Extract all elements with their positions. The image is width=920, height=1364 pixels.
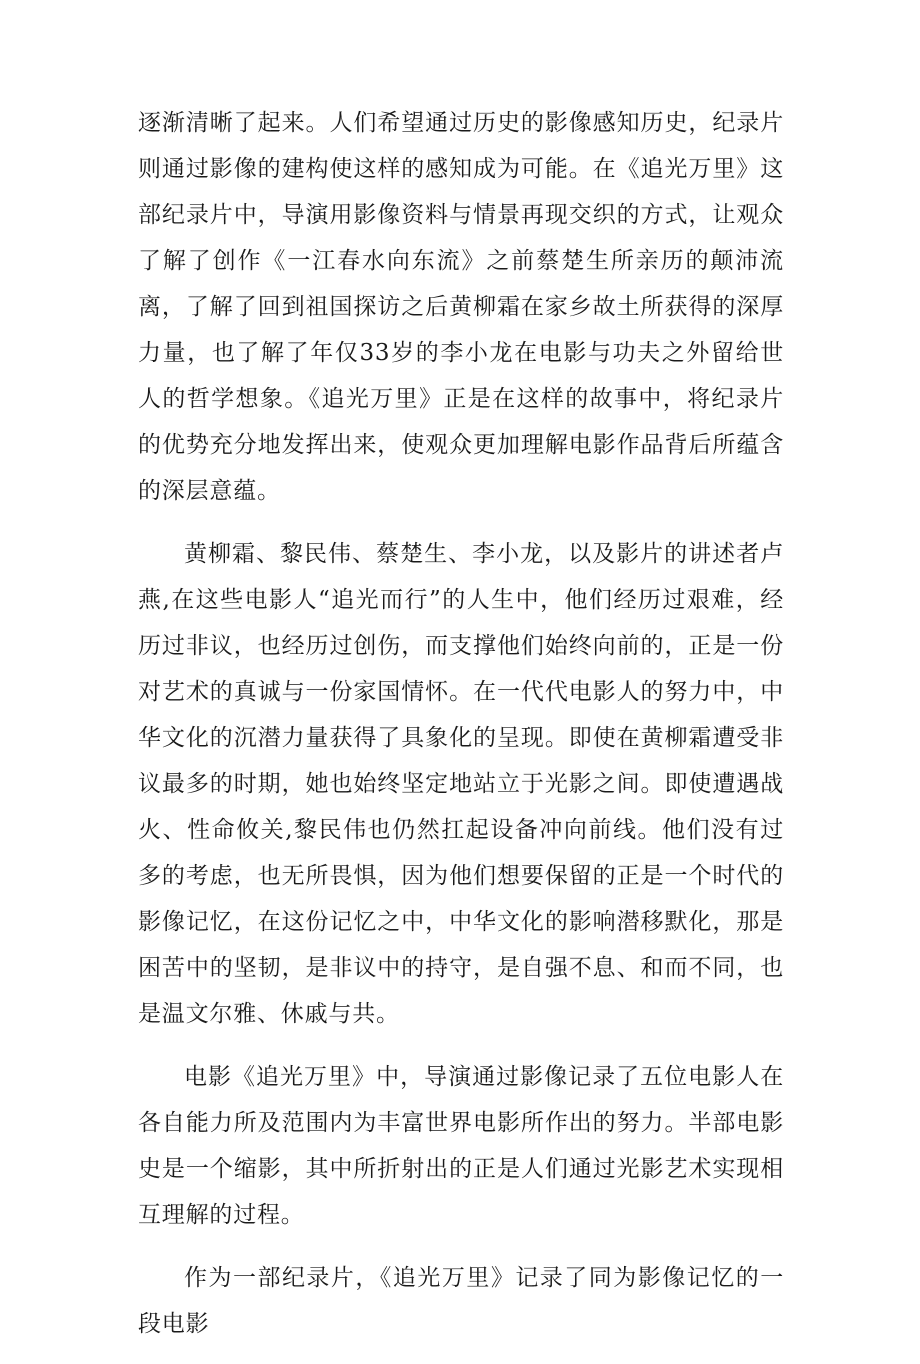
paragraph-film-pioneers: 黄柳霜、黎民伟、蔡楚生、李小龙，以及影片的讲述者卢燕,在这些电影人“追光而行”的人生中，他们经历过艰难，经历过非议，也经历过创伤，而支撑他们始终向前的，正是一份对艺术的真诚与一份家国情怀。在一代代电影人的努力中，中华文化的沉潜力量获得了具象化的呈现。即使在黄柳霜遭受非议最多的时期，她也始终坚定地站立于光影之间。即使遭遇战火、性命攸关,黎民伟也仍然扛起设备冲向前线。他们没有过多的考虑，也无所畏惧，因为他们想要保留的正是一个时代的影像记忆，在这份记忆之中，中华文化的影响潜移默化，那是困苦中的坚韧，是非议中的持守，是自强不息、和而不同，也是温文尔雅、休戚与共。 [138,541,784,1027]
paragraph-continuation: 逐渐清晰了起来。人们希望通过历史的影像感知历史，纪录片则通过影像的建构使这样的感知成为可能。在《追光万里》这部纪录片中，导演用影像资料与情景再现交织的方式，让观众了解了创作《一江春水向东流》之前蔡楚生所亲历的颠沛流离，了解了回到祖国探访之后黄柳霜在家乡故土所获得的深厚力量，也了解了年仅33岁的李小龙在电影与功夫之外留给世人的哲学想象。《追光万里》正是在这样的故事中，将纪录片的优势充分地发挥出来，使观众更加理解电影作品背后所蕴含的深层意蕴。 [138,110,784,504]
paragraph-five-filmmakers: 电影《追光万里》中，导演通过影像记录了五位电影人在各自能力所及范围内为丰富世界电影所作出的努力。半部电影史是一个缩影，其中所折射出的正是人们通过光影艺术实现相互理解的过程。 [138,1064,784,1228]
paragraph-documentary: 作为一部纪录片，《追光万里》记录了同为影像记忆的一段电影 [138,1265,784,1337]
document-body [138,100,784,1364]
